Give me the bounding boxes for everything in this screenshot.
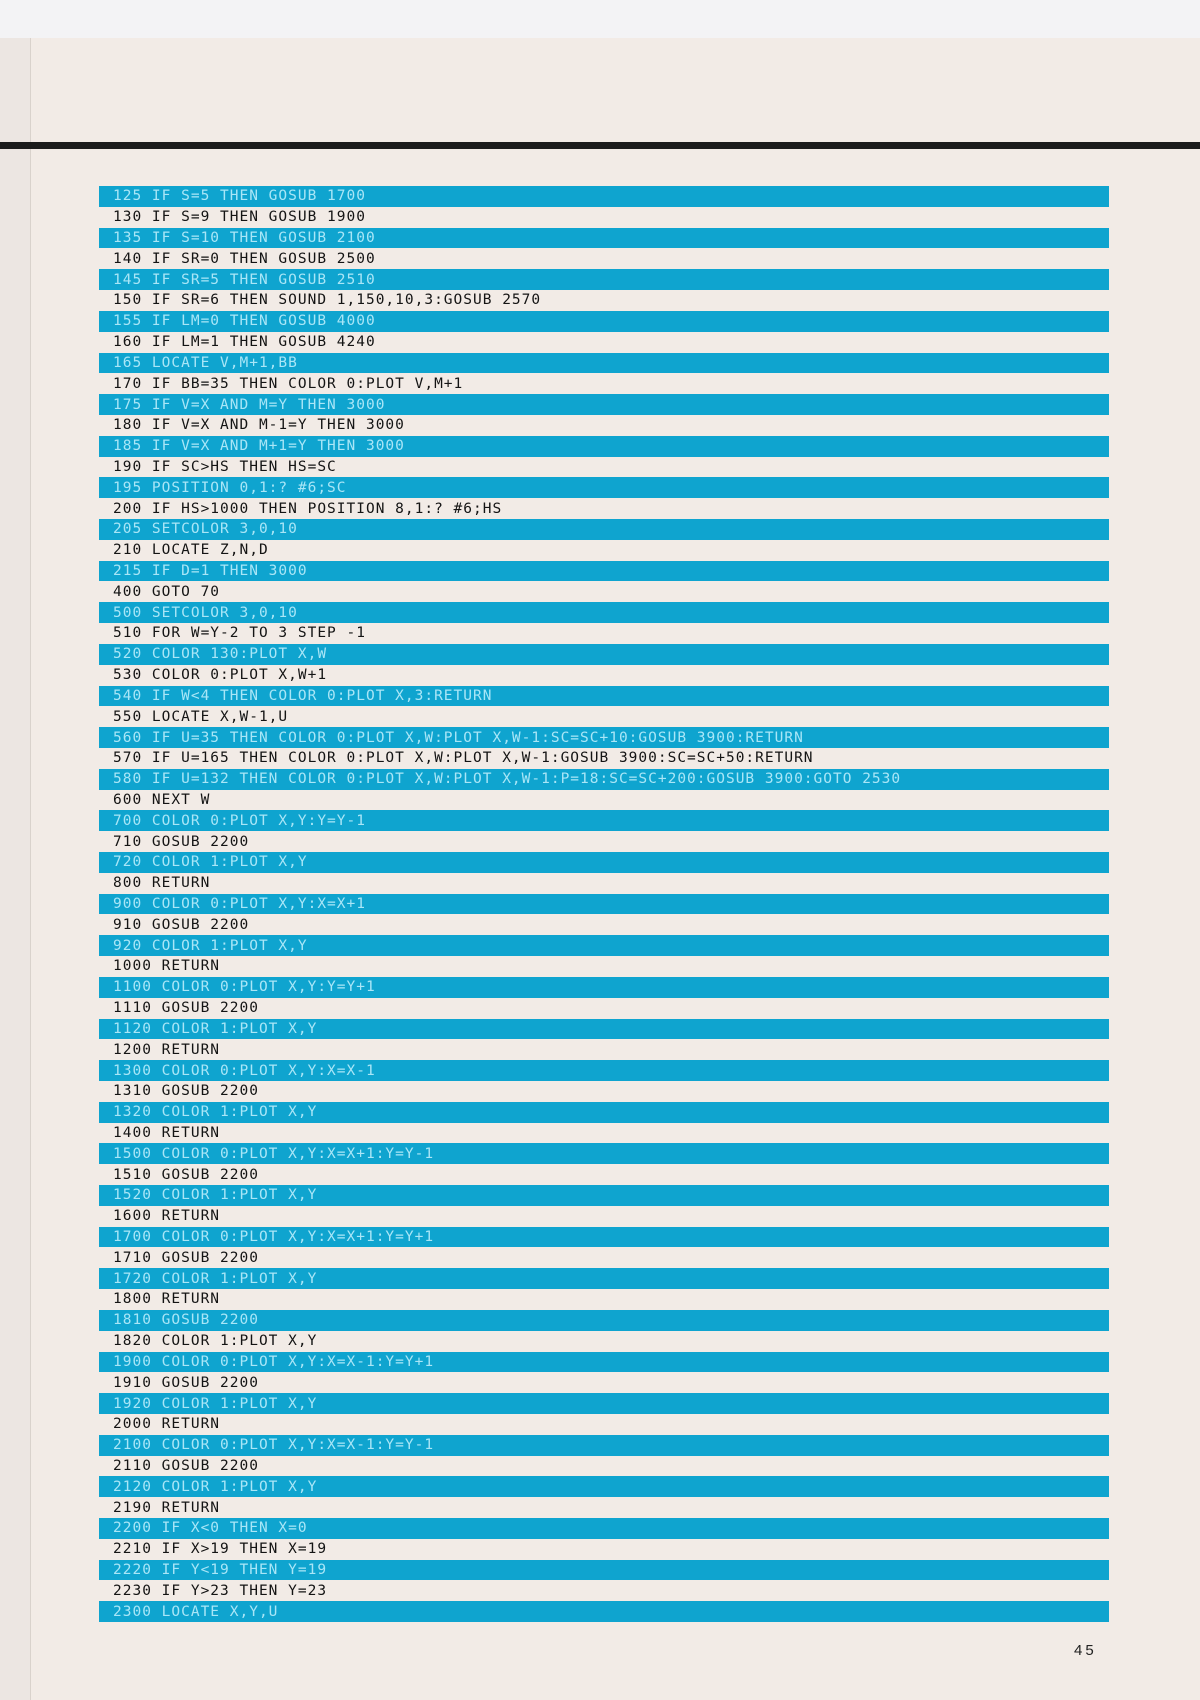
code-line: 1910 GOSUB 2200: [113, 1374, 259, 1391]
code-line: 170 IF BB=35 THEN COLOR 0:PLOT V,M+1: [113, 375, 464, 392]
code-line: 1510 GOSUB 2200: [113, 1166, 259, 1183]
code-line: 1300 COLOR 0:PLOT X,Y:X=X-1: [99, 1060, 1109, 1081]
code-line: 205 SETCOLOR 3,0,10: [99, 519, 1109, 540]
code-line: 165 LOCATE V,M+1,BB: [99, 353, 1109, 374]
code-line: 180 IF V=X AND M-1=Y THEN 3000: [113, 417, 405, 434]
header-rule: [0, 142, 1200, 149]
code-line: 1120 COLOR 1:PLOT X,Y: [99, 1019, 1109, 1040]
code-line: 200 IF HS>1000 THEN POSITION 8,1:? #6;HS: [113, 500, 503, 517]
code-line: 570 IF U=165 THEN COLOR 0:PLOT X,W:PLOT X,W-1:GOSUB 3900:SC=SC+50:RETURN: [113, 750, 814, 767]
code-line: 700 COLOR 0:PLOT X,Y:Y=Y-1: [99, 810, 1109, 831]
code-line: 1600 RETURN: [113, 1208, 221, 1225]
code-line: 910 GOSUB 2200: [113, 916, 250, 933]
code-line: 190 IF SC>HS THEN HS=SC: [113, 458, 337, 475]
code-line: 2110 GOSUB 2200: [113, 1457, 259, 1474]
code-line: 530 COLOR 0:PLOT X,W+1: [113, 667, 328, 684]
code-line: 1800 RETURN: [113, 1291, 221, 1308]
code-line: 560 IF U=35 THEN COLOR 0:PLOT X,W:PLOT X,W-1:SC=SC+10:GOSUB 3900:RETURN: [99, 727, 1109, 748]
code-line: 550 LOCATE X,W-1,U: [113, 708, 289, 725]
code-line: 2230 IF Y>23 THEN Y=23: [113, 1582, 328, 1599]
code-line: 1200 RETURN: [113, 1041, 221, 1058]
code-line: 800 RETURN: [113, 875, 211, 892]
code-line: 195 POSITION 0,1:? #6;SC: [99, 477, 1109, 498]
code-line: 2200 IF X<0 THEN X=0: [99, 1518, 1109, 1539]
code-line: 710 GOSUB 2200: [113, 833, 250, 850]
code-line: 2100 COLOR 0:PLOT X,Y:X=X-1:Y=Y-1: [99, 1435, 1109, 1456]
code-line: 210 LOCATE Z,N,D: [113, 542, 269, 559]
basic-program-listing: [99, 186, 1109, 1622]
code-line: 130 IF S=9 THEN GOSUB 1900: [113, 209, 366, 226]
code-line: 1400 RETURN: [113, 1124, 221, 1141]
code-line: 400 GOTO 70: [113, 583, 221, 600]
code-line: 125 IF S=5 THEN GOSUB 1700: [99, 186, 1109, 207]
code-line: 900 COLOR 0:PLOT X,Y:X=X+1: [99, 894, 1109, 915]
code-line: 215 IF D=1 THEN 3000: [99, 561, 1109, 582]
code-line: 540 IF W<4 THEN COLOR 0:PLOT X,3:RETURN: [99, 686, 1109, 707]
code-line: 2300 LOCATE X,Y,U: [99, 1601, 1109, 1622]
code-line: 1100 COLOR 0:PLOT X,Y:Y=Y+1: [99, 977, 1109, 998]
code-line: 510 FOR W=Y-2 TO 3 STEP -1: [113, 625, 366, 642]
code-line: 1920 COLOR 1:PLOT X,Y: [99, 1393, 1109, 1414]
code-line: 2120 COLOR 1:PLOT X,Y: [99, 1476, 1109, 1497]
code-line: 175 IF V=X AND M=Y THEN 3000: [99, 394, 1109, 415]
facing-page-edge: [0, 38, 30, 1700]
code-line: 1000 RETURN: [113, 958, 221, 975]
code-line: 1320 COLOR 1:PLOT X,Y: [99, 1102, 1109, 1123]
code-line: 1110 GOSUB 2200: [113, 1000, 259, 1017]
code-line: 150 IF SR=6 THEN SOUND 1,150,10,3:GOSUB 2570: [113, 292, 542, 309]
code-line: 185 IF V=X AND M+1=Y THEN 3000: [99, 436, 1109, 457]
code-line: 1810 GOSUB 2200: [99, 1310, 1109, 1331]
code-line: 1520 COLOR 1:PLOT X,Y: [99, 1185, 1109, 1206]
code-line: 2000 RETURN: [113, 1416, 221, 1433]
code-line: 140 IF SR=0 THEN GOSUB 2500: [113, 250, 376, 267]
code-line: 1820 COLOR 1:PLOT X,Y: [113, 1333, 318, 1350]
code-line: 1720 COLOR 1:PLOT X,Y: [99, 1268, 1109, 1289]
code-line: 1310 GOSUB 2200: [113, 1083, 259, 1100]
code-line: 2210 IF X>19 THEN X=19: [113, 1541, 328, 1558]
code-line: 135 IF S=10 THEN GOSUB 2100: [99, 228, 1109, 249]
code-line: 580 IF U=132 THEN COLOR 0:PLOT X,W:PLOT X,W-1:P=18:SC=SC+200:GOSUB 3900:GOTO 2530: [99, 769, 1109, 790]
code-line: 520 COLOR 130:PLOT X,W: [99, 644, 1109, 665]
code-line: 600 NEXT W: [113, 791, 211, 808]
code-line: 1710 GOSUB 2200: [113, 1249, 259, 1266]
code-line: 720 COLOR 1:PLOT X,Y: [99, 852, 1109, 873]
code-line: 1900 COLOR 0:PLOT X,Y:X=X-1:Y=Y+1: [99, 1352, 1109, 1373]
code-line: 2190 RETURN: [113, 1499, 221, 1516]
code-line: 1700 COLOR 0:PLOT X,Y:X=X+1:Y=Y+1: [99, 1227, 1109, 1248]
code-line: 500 SETCOLOR 3,0,10: [99, 602, 1109, 623]
code-line: 920 COLOR 1:PLOT X,Y: [99, 935, 1109, 956]
code-line: 160 IF LM=1 THEN GOSUB 4240: [113, 334, 376, 351]
code-line: 2220 IF Y<19 THEN Y=19: [99, 1560, 1109, 1581]
code-line: 155 IF LM=0 THEN GOSUB 4000: [99, 311, 1109, 332]
code-line: 145 IF SR=5 THEN GOSUB 2510: [99, 269, 1109, 290]
page-number: 45: [1074, 1642, 1097, 1659]
code-line: 1500 COLOR 0:PLOT X,Y:X=X+1:Y=Y-1: [99, 1143, 1109, 1164]
scan-background: [0, 0, 1200, 40]
